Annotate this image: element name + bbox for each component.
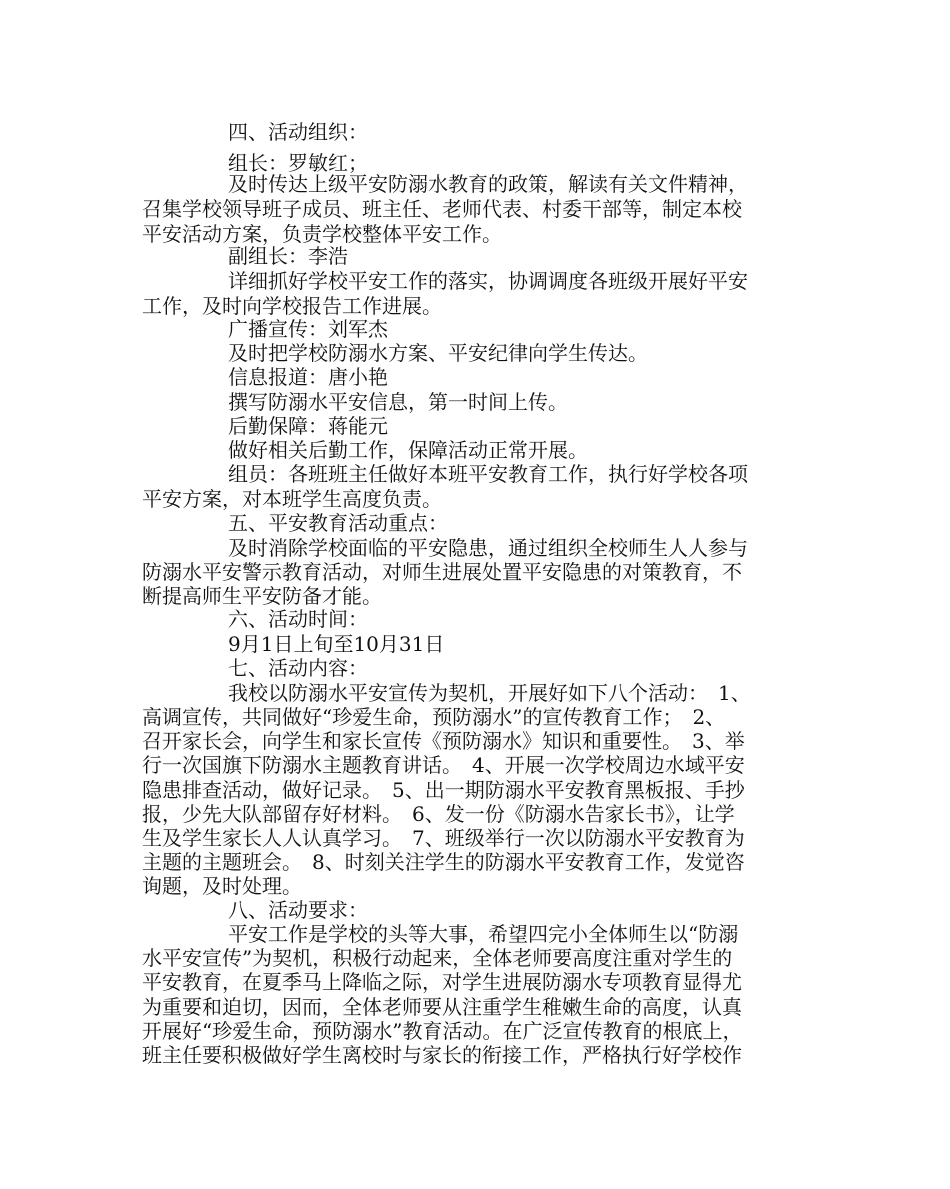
text-line: 平安活动方案，负责学校整体平安工作。 [142, 222, 502, 246]
text-line: 平安方案，对本班学生高度负责。 [142, 487, 442, 511]
text-line: 平安教育，在夏季马上降临之际，对学生进展防溺水专项教育显得尤 [142, 970, 742, 994]
text-line: 主题的主题班会。 8、时刻关注学生的防溺水平安教育工作，发觉咨 [142, 850, 745, 874]
section-heading: 四、活动组织： [228, 120, 368, 144]
text-line: 工作，及时向学校报告工作进展。 [142, 294, 442, 318]
text-line: 报，少先大队部留存好材料。 6、发一份《防溺水告家长书》，让学 [142, 802, 735, 826]
text-line: 信息报道：唐小艳 [228, 365, 388, 389]
text-line: 9月1日上旬至10月31日 [228, 632, 445, 656]
text-line: 召开家长会，向学生和家长宣传《预防溺水》知识和重要性。 3、举 [142, 729, 745, 753]
text-line: 及时消除学校面临的平安隐患，通过组织全校师生人人参与 [228, 536, 748, 560]
text-line: 生及学生家长人人认真学习。 7、班级举行一次以防溺水平安教育为 [142, 826, 745, 850]
text-line: 详细抓好学校平安工作的落实，协调调度各班级开展好平安 [228, 269, 748, 293]
text-line: 平安工作是学校的头等大事，希望四完小全体师生以“防溺 [228, 922, 739, 946]
text-line: 组员：各班班主任做好本班平安教育工作，执行好学校各项 [228, 462, 748, 486]
text-line: 开展好“珍爱生命，预防溺水”教育活动。在广泛宣传教育的根底上， [142, 1019, 743, 1043]
section-heading: 七、活动内容： [228, 656, 368, 680]
text-line: 断提高师生平安防备才能。 [142, 584, 382, 608]
section-heading: 八、活动要求： [228, 898, 368, 922]
text-line: 隐患排查活动，做好记录。 5、出一期防溺水平安教育黑板报、手抄 [142, 778, 745, 802]
text-line: 组长：罗敏红； [228, 151, 368, 175]
text-line: 水平安宣传”为契机，积极行动起来，全体老师要高度注重对学生的 [142, 946, 733, 970]
text-line: 防溺水平安警示教育活动，对师生进展处置平安隐患的对策教育，不 [142, 560, 742, 584]
text-line: 及时传达上级平安防溺水教育的政策，解读有关文件精神， [228, 172, 748, 196]
text-line: 询题，及时处理。 [142, 874, 302, 898]
text-line: 为重要和迫切，因而，全体老师要从注重学生稚嫩生命的高度，认真 [142, 995, 742, 1019]
text-line: 班主任要积极做好学生离校时与家长的衔接工作，严格执行好学校作 [142, 1043, 742, 1067]
text-line: 高调宣传，共同做好“珍爱生命，预防溺水”的宣传教育工作； 2、 [142, 705, 726, 729]
text-line: 召集学校领导班子成员、班主任、老师代表、村委干部等，制定本校 [142, 197, 742, 221]
text-line: 撰写防溺水平安信息，第一时间上传。 [228, 390, 568, 414]
text-line: 副组长：李浩 [228, 244, 348, 268]
text-line: 广播宣传：刘军杰 [228, 317, 388, 341]
text-line: 行一次国旗下防溺水主题教育讲话。 4、开展一次学校周边水域平安 [142, 753, 745, 777]
text-line: 我校以防溺水平安宣传为契机，开展好如下八个活动： 1、 [228, 681, 751, 705]
text-line: 及时把学校防溺水方案、平安纪律向学生传达。 [228, 341, 648, 365]
section-heading: 五、平安教育活动重点： [228, 511, 448, 535]
section-heading: 六、活动时间： [228, 607, 368, 631]
text-line: 做好相关后勤工作，保障活动正常开展。 [228, 438, 588, 462]
text-line: 后勤保障：蒋能元 [228, 414, 388, 438]
